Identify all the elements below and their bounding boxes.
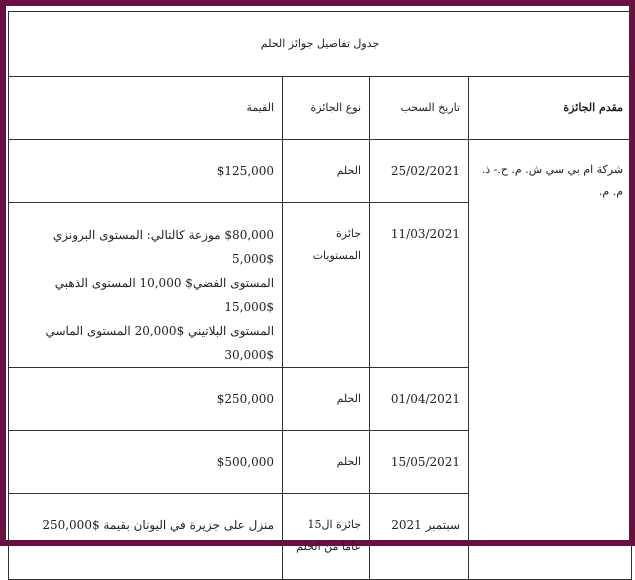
value-cell bbox=[9, 203, 283, 368]
draw-date-cell: 01/04/2021 bbox=[370, 368, 469, 431]
sponsor-cell: شركة ام بي سي ش. م. ح.- ذ. م. م. bbox=[469, 140, 632, 580]
value-cell: $250,000 bbox=[9, 368, 283, 431]
header-sponsor: مقدم الجائزة bbox=[469, 77, 632, 140]
draw-date-cell: سبتمبر 2021 bbox=[370, 494, 469, 580]
prize-type-cell: جائزة المستويات bbox=[283, 203, 370, 368]
value-cell: $125,000 bbox=[9, 140, 283, 203]
prize-type-line: جائزة ال15 bbox=[307, 518, 362, 531]
draw-date-cell: 11/03/2021 bbox=[370, 203, 469, 368]
value-cell: $500,000 bbox=[9, 431, 283, 494]
draw-date-cell: 25/02/2021 bbox=[370, 140, 469, 203]
prize-type-cell bbox=[283, 494, 370, 580]
table-caption: جدول تفاصيل جوائز الحلم bbox=[9, 12, 632, 77]
header-draw-date: تاريخ السحب bbox=[370, 77, 469, 140]
value-line: المستوى البلاتيني $20,000 المستوى الماسي $30,000 bbox=[45, 324, 275, 362]
value-line: المستوى الفضي$ 10,000 المستوى الذهبي $15,000 bbox=[54, 276, 275, 314]
prize-type-cell: الحلم bbox=[283, 368, 370, 431]
draw-date-cell: 15/05/2021 bbox=[370, 431, 469, 494]
prize-type-line: عاما من الحلم bbox=[296, 540, 362, 553]
prize-details-table bbox=[8, 11, 632, 580]
header-prize-type: نوع الجائزة bbox=[283, 77, 370, 140]
prize-type-cell: الحلم bbox=[283, 140, 370, 203]
header-value: القيمة bbox=[9, 77, 283, 140]
value-cell: منزل على جزيرة في اليونان بقيمة $250,000 bbox=[9, 494, 283, 580]
table-row bbox=[9, 140, 632, 203]
prize-type-cell: الحلم bbox=[283, 431, 370, 494]
value-line: $80,000 موزعة كالتالي: المستوى البرونزي $5,000 bbox=[52, 228, 275, 266]
